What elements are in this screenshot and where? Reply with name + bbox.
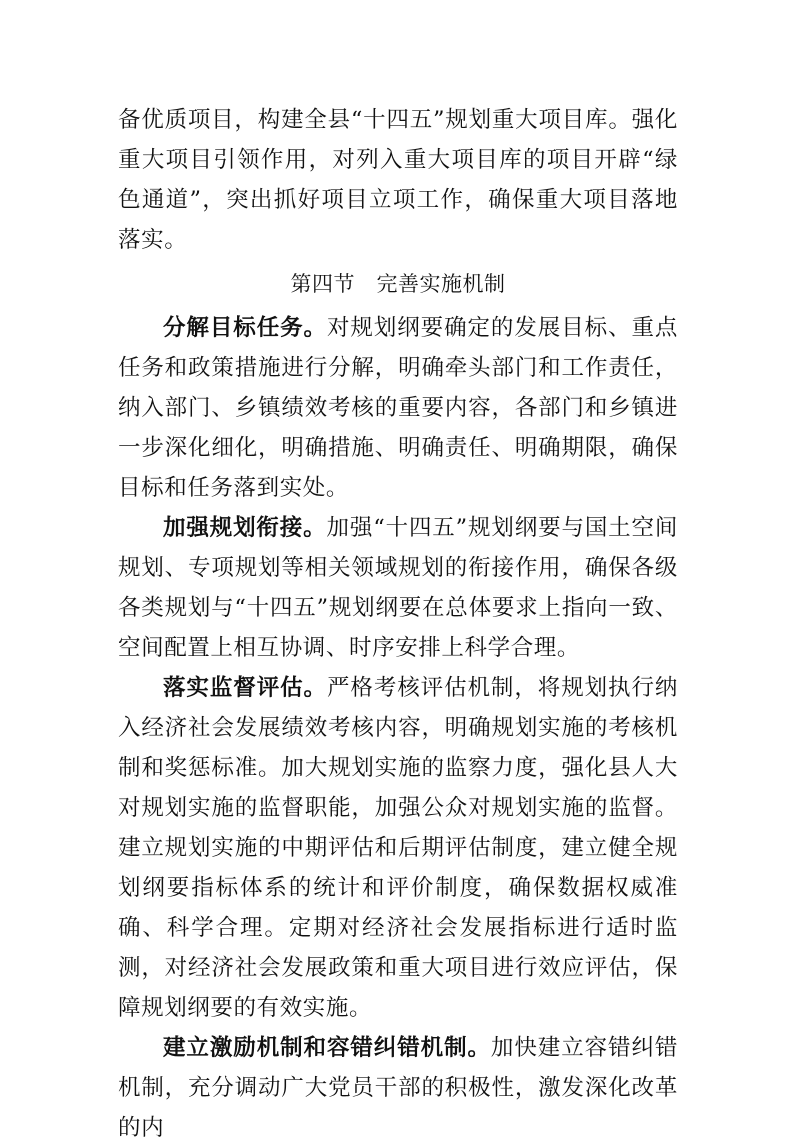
paragraph-supervision-evaluation (118, 668, 678, 1028)
paragraph-lead: 落实监督评估。 (163, 675, 327, 701)
paragraph-text: 严格考核评估机制，将规划执行纳入经济社会发展绩效考核内容，明确规划实施的考核机制和奖惩标准。加大规划实施的监察力度，强化县人大对规划实施的监督职能，加强公众对规划实施的监督。建立规划实施的中期评估和后期评估制度，建立健全规划纲要指标体系的统计和评价制度，确保数据权威准确、科学合理。定期对经济社会发展指标进行适时监测，对经济社会发展政策和重大项目进行效应评估，保障规划纲要的有效实施。 (118, 675, 678, 1021)
paragraph-lead: 加强规划衔接。 (163, 515, 327, 541)
paragraph-decompose-targets (118, 308, 678, 508)
paragraph-lead: 分解目标任务。 (163, 315, 327, 341)
paragraph-plan-coordination (118, 508, 678, 668)
paragraph-text: 对规划纲要确定的发展目标、重点任务和政策措施进行分解，明确牵头部门和工作责任，纳入部门、乡镇绩效考核的重要内容，各部门和乡镇进一步深化细化，明确措施、明确责任、明确期限，确保目标和任务落到实处。 (118, 315, 678, 501)
document-body (118, 100, 678, 1148)
paragraph-text: 加强“十四五”规划纲要与国土空间规划、专项规划等相关领域规划的衔接作用，确保各级各类规划与“十四五”规划纲要在总体要求上指向一致、空间配置上相互协调、时序安排上科学合理。 (118, 515, 678, 661)
paragraph-incentive-mechanism (118, 1028, 678, 1148)
intro-paragraph: 备优质项目，构建全县“十四五”规划重大项目库。强化重大项目引领作用，对列入重大项目库的项目开辟“绿色通道”，突出抓好项目立项工作，确保重大项目落地落实。 (118, 107, 678, 253)
paragraph-lead: 建立激励机制和容错纠错机制。 (163, 1035, 491, 1061)
section-heading: 第四节 完善实施机制 (290, 272, 506, 296)
paragraph-text: 加快建立容错纠错机制，充分调动广大党员干部的积极性，激发深化改革的内 (118, 1035, 678, 1141)
